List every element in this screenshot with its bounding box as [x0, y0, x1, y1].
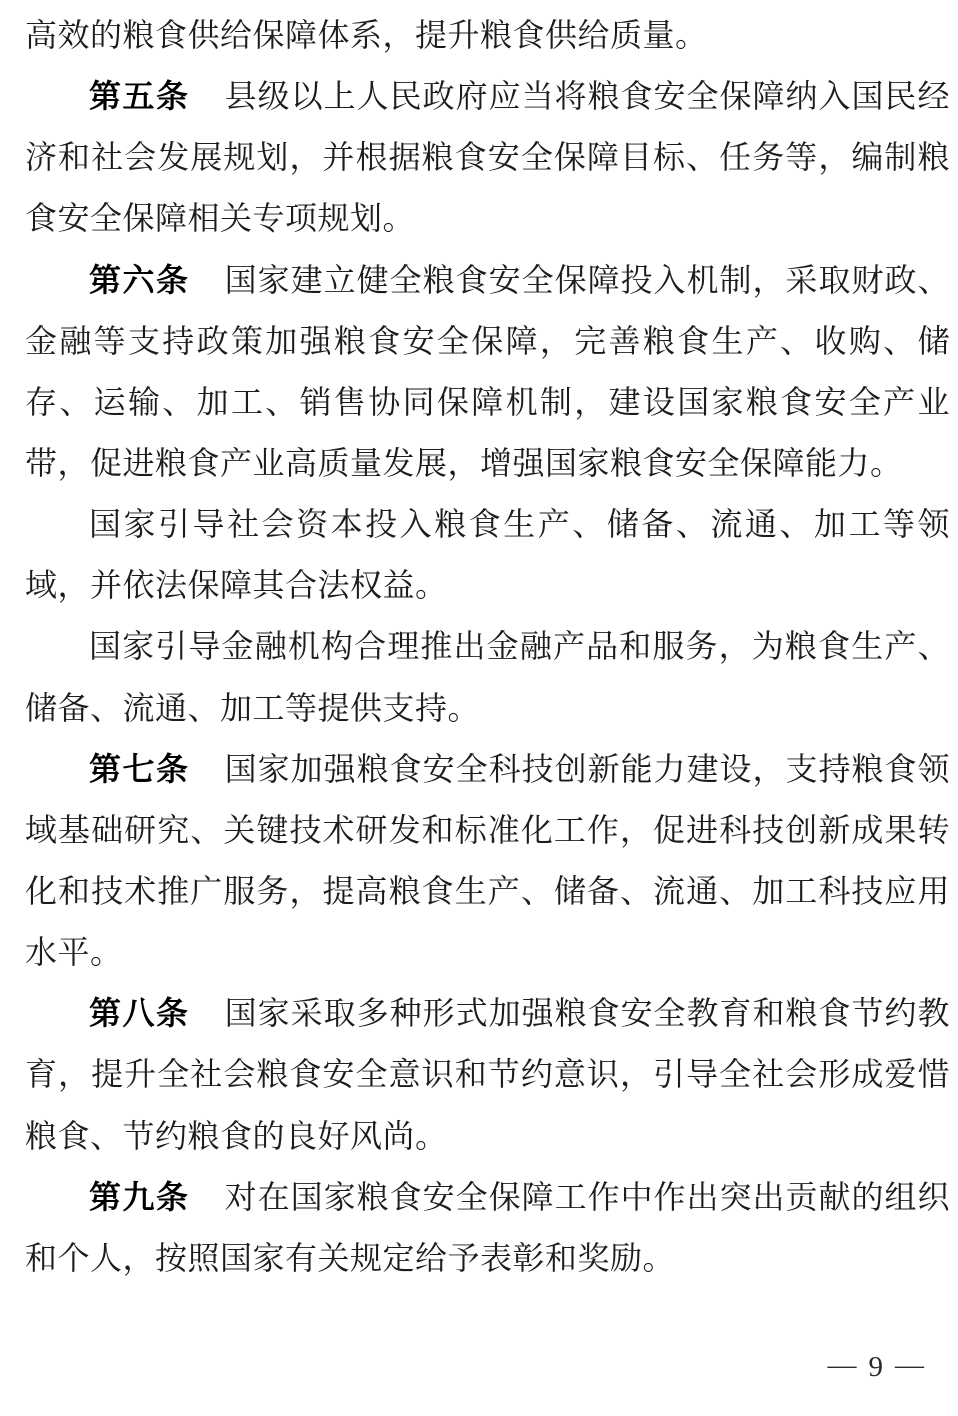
article-start-line: [25, 66, 950, 127]
article-start-line: [25, 739, 950, 800]
line-text: 金融等支持政策加强粮食安全保障，完善粮食生产、收购、储: [25, 322, 950, 359]
line-text: 域，并依法保障其合法权益。: [25, 567, 448, 604]
line-text: 对在国家粮食安全保障工作中作出突出贡献的组织: [224, 1178, 950, 1215]
article-number-label: 第六条: [89, 261, 190, 298]
text-line: [25, 922, 950, 983]
text-line: [25, 861, 950, 922]
article-start-line: [25, 983, 950, 1044]
article-number-label: 第七条: [89, 750, 190, 787]
line-text: 存、运输、加工、销售协同保障机制，建设国家粮食安全产业: [25, 383, 950, 420]
line-text: 高效的粮食供给保障体系，提升粮食供给质量。: [25, 17, 708, 53]
line-text: 国家引导社会资本投入粮食生产、储备、流通、加工等领: [89, 506, 950, 543]
text-line: [25, 1106, 950, 1167]
line-text: 国家加强粮食安全科技创新能力建设，支持粮食领: [224, 750, 950, 787]
text-line: [25, 678, 950, 739]
line-text: 县级以上人民政府应当将粮食安全保障纳入国民经: [224, 78, 950, 115]
article-start-line: [25, 250, 950, 311]
text-line: [25, 5, 950, 66]
line-text: 食安全保障相关专项规划。: [25, 200, 416, 237]
line-text: 济和社会发展规划，并根据粮食安全保障目标、任务等，编制粮: [25, 139, 950, 176]
line-text: 粮食、节约粮食的良好风尚。: [25, 1117, 448, 1154]
footer-dash-right: —: [895, 1349, 924, 1381]
page-number: 9: [868, 1351, 883, 1383]
article-number-label: 第五条: [89, 78, 190, 115]
line-text: 和个人，按照国家有关规定给予表彰和奖励。: [25, 1239, 676, 1276]
text-line: [25, 1228, 950, 1289]
page-footer: [827, 1349, 925, 1383]
article-start-line: [25, 1167, 950, 1228]
text-line: [25, 555, 950, 616]
text-line: [25, 433, 950, 494]
line-text: 国家建立健全粮食安全保障投入机制，采取财政、: [224, 261, 950, 298]
document-body: [25, 5, 950, 1289]
line-text: 育，提升全社会粮食安全意识和节约意识，引导全社会形成爱惜: [25, 1056, 950, 1093]
footer-dash-left: —: [827, 1349, 857, 1381]
text-line: [25, 372, 950, 433]
text-line: [25, 494, 950, 555]
text-line: [25, 311, 950, 372]
text-line: [25, 1044, 950, 1105]
line-text: 化和技术推广服务，提高粮食生产、储备、流通、加工科技应用: [25, 872, 950, 909]
line-text: 带，促进粮食产业高质量发展，增强国家粮食安全保障能力。: [25, 444, 903, 481]
line-text: 水平。: [25, 934, 123, 971]
line-text: 储备、流通、加工等提供支持。: [25, 689, 481, 726]
line-text: 域基础研究、关键技术研发和标准化工作，促进科技创新成果转: [25, 811, 950, 848]
article-number-label: 第九条: [89, 1178, 190, 1215]
article-number-label: 第八条: [89, 995, 190, 1032]
text-line: [25, 127, 950, 188]
text-line: [25, 188, 950, 249]
line-text: 国家引导金融机构合理推出金融产品和服务，为粮食生产、: [89, 628, 950, 665]
text-line: [25, 616, 950, 677]
text-line: [25, 800, 950, 861]
line-text: 国家采取多种形式加强粮食安全教育和粮食节约教: [224, 995, 950, 1032]
